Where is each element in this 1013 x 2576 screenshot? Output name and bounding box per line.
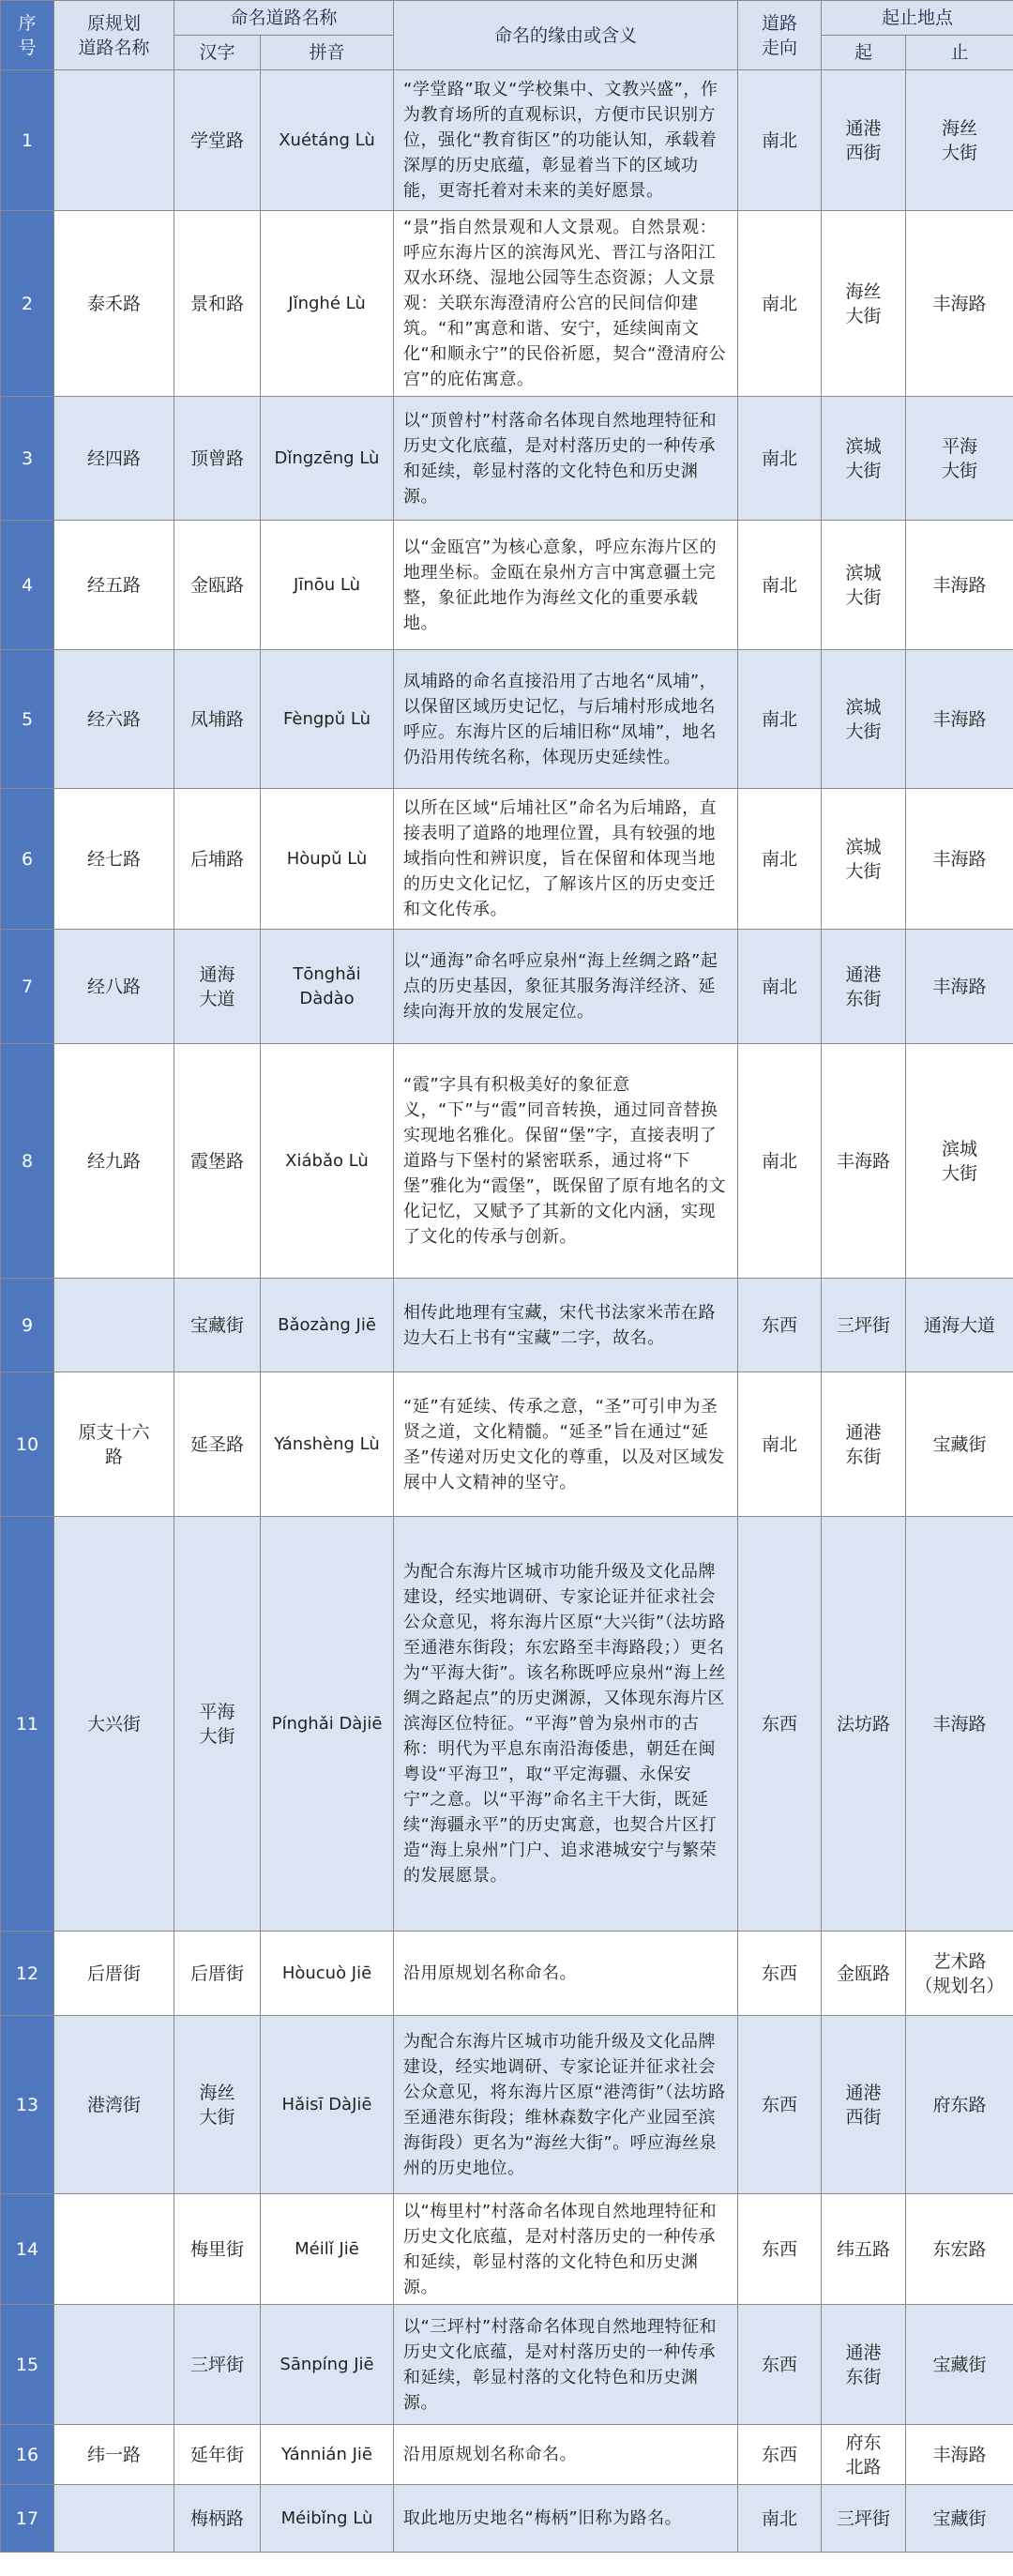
cell-hanzi: 梅柄路 [174,2485,261,2553]
cell-start: 通港 东街 [822,1372,906,1517]
cell-end: 通海大道 [906,1279,1013,1372]
cell-end: 丰海路 [906,211,1013,397]
cell-seq: 4 [1,521,54,650]
cell-direction: 南北 [738,2485,822,2553]
cell-end: 丰海路 [906,1517,1013,1932]
cell-start: 金瓯路 [822,1932,906,2016]
cell-pinyin: Jīnōu Lù [261,521,394,650]
cell-end: 丰海路 [906,789,1013,930]
cell-meaning: 以“通海”命名呼应泉州“海上丝绸之路”起点的历史基因，象征其服务海洋经济、延续向海开放的发展定位。 [394,930,738,1044]
cell-hanzi: 金瓯路 [174,521,261,650]
cell-start: 滨城 大街 [822,789,906,930]
cell-pinyin: Yánnián Jiē [261,2425,394,2485]
cell-meaning: “延”有延续、传承之意，“圣”可引申为圣贤之道，文化精髓。“延圣”旨在通过“延圣”传递对历史文化的尊重，以及对区域发展中人文精神的坚守。 [394,1372,738,1517]
table-row [1,70,1013,211]
cell-meaning: “景”指自然景观和人文景观。自然景观：呼应东海片区的滨海风光、晋江与洛阳江双水环绕、湿地公园等生态资源；人文景观：关联东海澄清府公宫的民间信仰建筑。“和”寓意和谐、安宁，延续闽南文化“和顺永宁”的民俗祈愿，契合“澄清府公宫”的庇佑寓意。 [394,211,738,397]
cell-direction: 南北 [738,70,822,211]
cell-end: 滨城 大街 [906,1044,1013,1279]
table-body [1,70,1013,2553]
table-row [1,211,1013,397]
table-row [1,397,1013,521]
cell-start: 滨城 大街 [822,650,906,789]
cell-direction: 东西 [738,1279,822,1372]
cell-hanzi: 景和路 [174,211,261,397]
header-seq: 序 号 [1,1,54,70]
cell-original-name: 后厝街 [54,1932,174,2016]
cell-direction: 东西 [738,2425,822,2485]
cell-hanzi: 梅里街 [174,2194,261,2305]
cell-pinyin: Yánshèng Lù [261,1372,394,1517]
cell-seq: 16 [1,2425,54,2485]
cell-start: 纬五路 [822,2194,906,2305]
cell-hanzi: 顶曾路 [174,397,261,521]
cell-hanzi: 凤埔路 [174,650,261,789]
table-row [1,1044,1013,1279]
cell-hanzi: 通海 大道 [174,930,261,1044]
cell-start: 通港 东街 [822,930,906,1044]
cell-pinyin: Jǐnghé Lù [261,211,394,397]
cell-hanzi: 延圣路 [174,1372,261,1517]
cell-seq: 14 [1,2194,54,2305]
cell-seq: 2 [1,211,54,397]
cell-end: 府东路 [906,2016,1013,2194]
header-endpoints-group: 起止地点 [822,1,1013,36]
table-row [1,1932,1013,2016]
cell-meaning: 以“顶曾村”村落命名体现自然地理特征和历史文化底蕴，是对村落历史的一种传承和延续，彰显村落的文化特色和历史渊源。 [394,397,738,521]
cell-hanzi: 霞堡路 [174,1044,261,1279]
table-row [1,1279,1013,1372]
cell-pinyin: Sānpíng Jiē [261,2305,394,2425]
cell-direction: 南北 [738,650,822,789]
cell-original-name [54,2305,174,2425]
cell-end: 平海 大街 [906,397,1013,521]
cell-end: 艺术路 （规划名） [906,1932,1013,2016]
cell-hanzi: 学堂路 [174,70,261,211]
cell-seq: 5 [1,650,54,789]
cell-direction: 东西 [738,2305,822,2425]
cell-end: 宝藏街 [906,2485,1013,2553]
cell-direction: 东西 [738,2016,822,2194]
cell-end: 丰海路 [906,650,1013,789]
cell-start: 法坊路 [822,1517,906,1932]
table-row [1,2016,1013,2194]
cell-end: 宝藏街 [906,1372,1013,1517]
cell-direction: 南北 [738,930,822,1044]
cell-end: 海丝 大街 [906,70,1013,211]
cell-original-name: 经七路 [54,789,174,930]
cell-direction: 东西 [738,1517,822,1932]
cell-end: 丰海路 [906,521,1013,650]
cell-end: 宝藏街 [906,2305,1013,2425]
cell-meaning: 取此地历史地名“梅柄”旧称为路名。 [394,2485,738,2553]
cell-meaning: 为配合东海片区城市功能升级及文化品牌建设，经实地调研、专家论证并征求社会公众意见，将东海片区原“大兴街”（法坊路至通港东街段；东宏路至丰海路段；）更名为“平海大街”。该名称既呼应泉州“海上丝绸之路起点”的历史渊源，又体现东海片区滨海区位特征。“平海”曾为泉州市的古称：明代为平息东南沿海倭患，朝廷在闽粤设“平海卫”，取“平定海疆、永保安宁”之意。以“平海”命名主干大街，既延续“海疆永平”的历史寓意，也契合片区打造“海上泉州”门户、追求港城安宁与繁荣的发展愿景。 [394,1517,738,1932]
cell-meaning: 以“梅里村”村落命名体现自然地理特征和历史文化底蕴，是对村落历史的一种传承和延续，彰显村落的文化特色和历史渊源。 [394,2194,738,2305]
cell-hanzi: 三坪街 [174,2305,261,2425]
cell-original-name [54,1279,174,1372]
cell-meaning: 以“金瓯宫”为核心意象，呼应东海片区的地理坐标。金瓯在泉州方言中寓意疆土完整，象征此地作为海丝文化的重要承载地。 [394,521,738,650]
table-row [1,650,1013,789]
cell-direction: 南北 [738,211,822,397]
cell-original-name: 经四路 [54,397,174,521]
cell-end: 东宏路 [906,2194,1013,2305]
cell-pinyin: Méibǐng Lù [261,2485,394,2553]
cell-seq: 7 [1,930,54,1044]
cell-pinyin: Xuétáng Lù [261,70,394,211]
cell-seq: 10 [1,1372,54,1517]
cell-hanzi: 后厝街 [174,1932,261,2016]
cell-original-name: 经八路 [54,930,174,1044]
header-start: 起 [822,36,906,70]
header-original-name: 原规划 道路名称 [54,1,174,70]
cell-direction: 南北 [738,397,822,521]
table-header [1,1,1013,70]
cell-original-name [54,2194,174,2305]
cell-meaning: 相传此地理有宝藏，宋代书法家米芾在路边大石上书有“宝藏”二字，故名。 [394,1279,738,1372]
cell-meaning: 为配合东海片区城市功能升级及文化品牌建设，经实地调研、专家论证并征求社会公众意见，将东海片区原“港湾街”（法坊路至通港东街段；维林森数字化产业园至滨海街段）更名为“海丝大街”。呼应海丝泉州的历史地位。 [394,2016,738,2194]
table-row [1,521,1013,650]
cell-original-name: 泰禾路 [54,211,174,397]
cell-hanzi: 宝藏街 [174,1279,261,1372]
cell-original-name: 港湾街 [54,2016,174,2194]
cell-original-name: 纬一路 [54,2425,174,2485]
cell-seq: 15 [1,2305,54,2425]
header-meaning: 命名的缘由或含义 [394,1,738,70]
cell-start: 通港 东街 [822,2305,906,2425]
cell-end: 丰海路 [906,930,1013,1044]
cell-seq: 11 [1,1517,54,1932]
header-pinyin: 拼音 [261,36,394,70]
cell-seq: 6 [1,789,54,930]
cell-start: 丰海路 [822,1044,906,1279]
cell-direction: 东西 [738,1932,822,2016]
cell-direction: 南北 [738,789,822,930]
header-naming-group: 命名道路名称 [174,1,394,36]
cell-pinyin: Tōnghǎi Dàdào [261,930,394,1044]
cell-pinyin: Dǐngzēng Lù [261,397,394,521]
cell-start: 府东 北路 [822,2425,906,2485]
cell-pinyin: Fèngpǔ Lù [261,650,394,789]
cell-meaning: “学堂路”取义“学校集中、文教兴盛”，作为教育场所的直观标识，方便市民识别方位，强化“教育街区”的功能认知，承载着深厚的历史底蕴，彰显着当下的区域功能，更寄托着对未来的美好愿景。 [394,70,738,211]
table-row [1,789,1013,930]
cell-meaning: 凤埔路的命名直接沿用了古地名“凤埔”，以保留区域历史记忆，与后埔村形成地名呼应。东海片区的后埔旧称“凤埔”，地名仍沿用传统名称，体现历史延续性。 [394,650,738,789]
cell-pinyin: Hòupǔ Lù [261,789,394,930]
cell-seq: 9 [1,1279,54,1372]
cell-original-name: 经五路 [54,521,174,650]
cell-pinyin: Pínghǎi Dàjiē [261,1517,394,1932]
cell-pinyin: Xiábǎo Lù [261,1044,394,1279]
cell-start: 三坪街 [822,1279,906,1372]
table-row [1,2305,1013,2425]
cell-original-name: 原支十六 路 [54,1372,174,1517]
cell-seq: 1 [1,70,54,211]
cell-original-name: 经六路 [54,650,174,789]
cell-original-name: 大兴街 [54,1517,174,1932]
table-row [1,1372,1013,1517]
cell-original-name [54,70,174,211]
cell-meaning: “霞”字具有积极美好的象征意义，“下”与“霞”同音转换，通过同音替换实现地名雅化。保留“堡”字，直接表明了道路与下堡村的紧密联系，通过将“下堡”雅化为“霞堡”，既保留了原有地名的文化记忆，又赋予了其新的文化内涵，实现了文化的传承与创新。 [394,1044,738,1279]
cell-meaning: 沿用原规划名称命名。 [394,2425,738,2485]
cell-pinyin: Hǎisī DàJiē [261,2016,394,2194]
cell-hanzi: 海丝 大街 [174,2016,261,2194]
cell-meaning: 以“三坪村”村落命名体现自然地理特征和历史文化底蕴，是对村落历史的一种传承和延续，彰显村落的文化特色和历史渊源。 [394,2305,738,2425]
table-row [1,1517,1013,1932]
cell-seq: 17 [1,2485,54,2553]
cell-start: 滨城 大街 [822,397,906,521]
cell-seq: 8 [1,1044,54,1279]
cell-direction: 南北 [738,1372,822,1517]
cell-meaning: 沿用原规划名称命名。 [394,1932,738,2016]
cell-hanzi: 延年街 [174,2425,261,2485]
cell-seq: 13 [1,2016,54,2194]
cell-pinyin: Hòucuò Jiē [261,1932,394,2016]
header-end: 止 [906,36,1013,70]
cell-hanzi: 后埔路 [174,789,261,930]
cell-original-name: 经九路 [54,1044,174,1279]
cell-direction: 东西 [738,2194,822,2305]
cell-seq: 12 [1,1932,54,2016]
cell-meaning: 以所在区域“后埔社区”命名为后埔路，直接表明了道路的地理位置，具有较强的地域指向性和辨识度，旨在保留和体现当地的历史文化记忆，了解该片区的历史变迁和文化传承。 [394,789,738,930]
cell-start: 海丝 大街 [822,211,906,397]
cell-start: 滨城 大街 [822,521,906,650]
table-row [1,2485,1013,2553]
cell-start: 三坪街 [822,2485,906,2553]
cell-hanzi: 平海 大街 [174,1517,261,1932]
header-hanzi: 汉字 [174,36,261,70]
cell-direction: 南北 [738,1044,822,1279]
table-row [1,2425,1013,2485]
table-row [1,2194,1013,2305]
cell-original-name [54,2485,174,2553]
header-direction: 道路 走向 [738,1,822,70]
cell-pinyin: Méilǐ Jiē [261,2194,394,2305]
cell-direction: 南北 [738,521,822,650]
cell-end: 丰海路 [906,2425,1013,2485]
cell-pinyin: Bǎozàng Jiē [261,1279,394,1372]
table-row [1,930,1013,1044]
cell-start: 通港 西街 [822,2016,906,2194]
cell-start: 通港 西街 [822,70,906,211]
cell-seq: 3 [1,397,54,521]
